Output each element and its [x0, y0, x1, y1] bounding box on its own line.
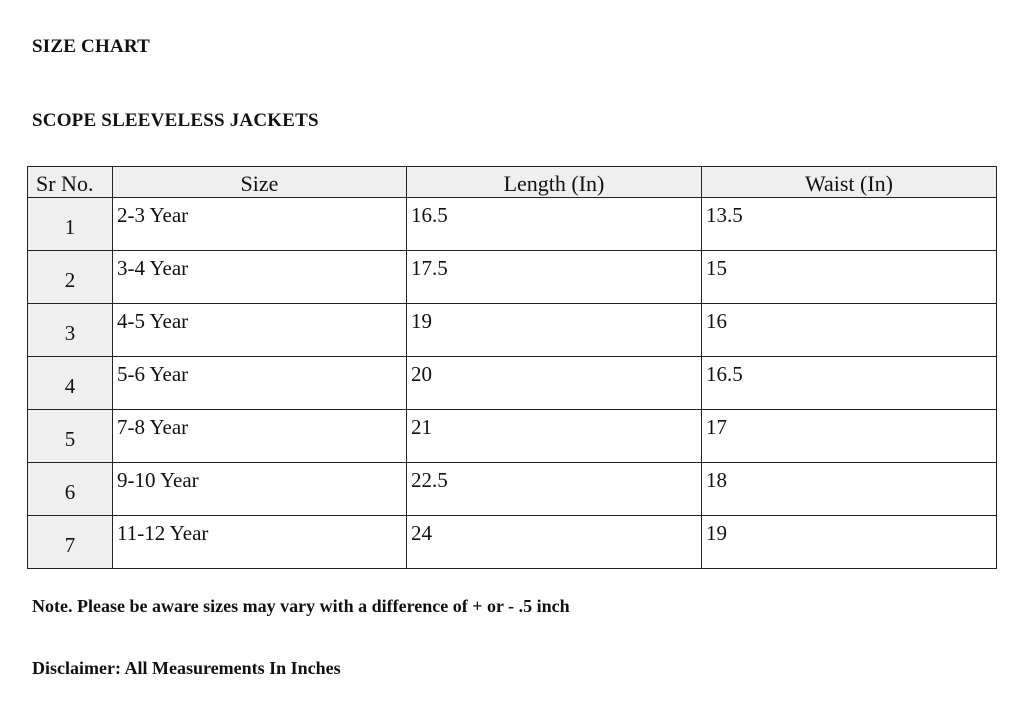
header-size: Size	[113, 167, 407, 198]
size-variation-note: Note. Please be aware sizes may vary with a difference of + or - .5 inch	[32, 596, 570, 616]
waist-cell: 16	[702, 304, 997, 357]
table-row	[28, 251, 997, 304]
waist-cell: 17	[702, 410, 997, 463]
waist-cell: 18	[702, 463, 997, 516]
sr-no-cell: 6	[28, 463, 113, 516]
size-cell: 2-3 Year	[113, 198, 407, 251]
waist-cell: 16.5	[702, 357, 997, 410]
sr-no-cell: 1	[28, 198, 113, 251]
table-row	[28, 198, 997, 251]
sr-no-cell: 3	[28, 304, 113, 357]
length-cell: 17.5	[407, 251, 702, 304]
length-cell: 24	[407, 516, 702, 569]
length-cell: 16.5	[407, 198, 702, 251]
page-title: SIZE CHART	[32, 36, 151, 57]
table-row	[28, 516, 997, 569]
size-cell: 7-8 Year	[113, 410, 407, 463]
header-length: Length (In)	[407, 167, 702, 198]
sr-no-cell: 5	[28, 410, 113, 463]
header-sr-no: Sr No.	[28, 167, 113, 198]
table-row	[28, 463, 997, 516]
table-header	[28, 167, 997, 198]
table-body	[28, 198, 997, 569]
measurement-disclaimer: Disclaimer: All Measurements In Inches	[32, 658, 341, 678]
size-cell: 4-5 Year	[113, 304, 407, 357]
sr-no-cell: 7	[28, 516, 113, 569]
waist-cell: 13.5	[702, 198, 997, 251]
table-row	[28, 304, 997, 357]
sr-no-cell: 2	[28, 251, 113, 304]
table-row	[28, 410, 997, 463]
sr-no-cell: 4	[28, 357, 113, 410]
table-row	[28, 357, 997, 410]
length-cell: 21	[407, 410, 702, 463]
waist-cell: 15	[702, 251, 997, 304]
size-cell: 3-4 Year	[113, 251, 407, 304]
product-name: SCOPE SLEEVELESS JACKETS	[32, 110, 319, 131]
size-cell: 5-6 Year	[113, 357, 407, 410]
header-row	[28, 167, 997, 198]
size-chart-table	[27, 166, 997, 569]
length-cell: 20	[407, 357, 702, 410]
size-cell: 11-12 Year	[113, 516, 407, 569]
length-cell: 19	[407, 304, 702, 357]
header-waist: Waist (In)	[702, 167, 997, 198]
size-cell: 9-10 Year	[113, 463, 407, 516]
waist-cell: 19	[702, 516, 997, 569]
length-cell: 22.5	[407, 463, 702, 516]
